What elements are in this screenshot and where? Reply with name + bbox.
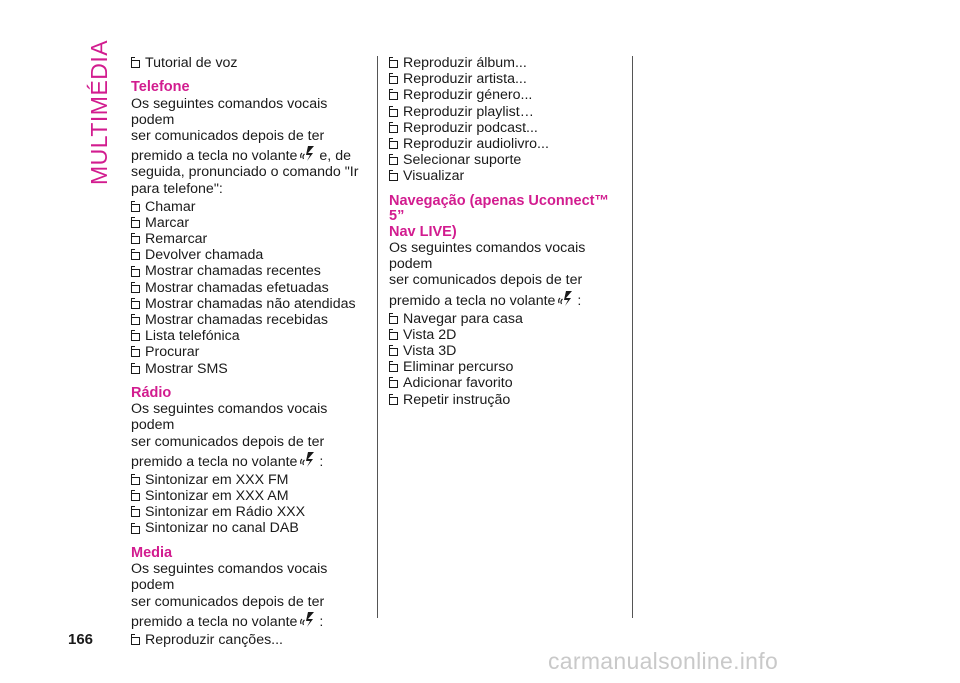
list-item bbox=[131, 312, 366, 328]
column-divider-left bbox=[377, 56, 378, 618]
bullet-icon bbox=[389, 316, 398, 324]
list-item bbox=[131, 488, 366, 504]
bullet-icon bbox=[131, 477, 140, 485]
paragraph-text: : bbox=[577, 292, 582, 309]
list-item-label: Reproduzir álbum... bbox=[403, 55, 527, 71]
column-left bbox=[131, 55, 366, 648]
list-item bbox=[131, 361, 366, 377]
paragraph-line bbox=[131, 144, 366, 164]
list-item bbox=[389, 55, 624, 71]
bullet-icon bbox=[389, 141, 398, 149]
list-item bbox=[389, 104, 624, 120]
list-item bbox=[389, 375, 624, 391]
voice-command-icon bbox=[299, 144, 317, 164]
list-item-label: Reproduzir audiolivro... bbox=[403, 135, 549, 152]
heading-telefone: Telefone bbox=[131, 79, 190, 96]
bullet-icon bbox=[131, 236, 140, 244]
bullet-icon bbox=[389, 397, 398, 405]
bullet-icon bbox=[389, 109, 398, 117]
column-divider-right bbox=[632, 56, 633, 618]
list-item-label: Procurar bbox=[145, 344, 200, 361]
bullet-icon bbox=[131, 349, 140, 357]
radio-list bbox=[131, 472, 366, 537]
bullet-icon bbox=[389, 364, 398, 372]
bullet-icon bbox=[131, 526, 140, 534]
list-item bbox=[131, 199, 366, 215]
bullet-icon bbox=[131, 204, 140, 212]
list-item-label: Mostrar SMS bbox=[145, 360, 228, 377]
list-item-label: Repetir instrução bbox=[403, 391, 511, 408]
list-item bbox=[389, 136, 624, 152]
voice-command-icon bbox=[557, 289, 575, 309]
paragraph-line: Os seguintes comandos vocais podem bbox=[131, 401, 328, 434]
media-list bbox=[131, 632, 366, 648]
bullet-icon bbox=[131, 366, 140, 374]
list-item-label: Reproduzir canções... bbox=[145, 631, 284, 648]
list-item-label: Tutorial de voz bbox=[145, 55, 238, 71]
list-item bbox=[389, 168, 624, 184]
list-item bbox=[389, 87, 624, 103]
bullet-icon bbox=[131, 252, 140, 260]
list-item-label: Devolver chamada bbox=[145, 247, 264, 264]
paragraph-line bbox=[131, 610, 366, 630]
paragraph-navegacao bbox=[389, 240, 624, 309]
bullet-icon bbox=[131, 509, 140, 517]
list-item-label: Reproduzir podcast... bbox=[403, 119, 538, 136]
list-item bbox=[389, 71, 624, 87]
paragraph-line: para telefone": bbox=[131, 180, 223, 197]
paragraph-text: premido a tecla no volante bbox=[389, 292, 556, 309]
bullet-icon bbox=[389, 380, 398, 388]
bullet-icon bbox=[131, 60, 140, 68]
list-item bbox=[389, 311, 624, 327]
list-item-label: Remarcar bbox=[145, 231, 208, 248]
list-item-label: Navegar para casa bbox=[403, 310, 523, 327]
bullet-icon bbox=[131, 317, 140, 325]
paragraph-text: premido a tecla no volante bbox=[131, 148, 298, 165]
section-side-title: MULTIMÉDIA bbox=[86, 39, 112, 185]
list-item bbox=[131, 55, 366, 71]
paragraph-line bbox=[131, 450, 366, 470]
voice-command-icon bbox=[299, 610, 317, 630]
list-item bbox=[389, 359, 624, 375]
bullet-icon bbox=[389, 76, 398, 84]
telefone-list bbox=[131, 199, 366, 377]
paragraph-line: ser comunicados depois de ter bbox=[131, 128, 325, 145]
list-item-label: Mostrar chamadas efetuadas bbox=[145, 279, 329, 296]
list-item-label: Eliminar percurso bbox=[403, 359, 514, 376]
paragraph-line: seguida, pronunciado o comando "Ir bbox=[131, 164, 359, 181]
paragraph-text: premido a tecla no volante bbox=[131, 453, 298, 470]
list-item bbox=[389, 152, 624, 168]
list-item-label: Reproduzir género... bbox=[403, 87, 533, 104]
bullet-icon bbox=[131, 493, 140, 501]
paragraph-line: ser comunicados depois de ter bbox=[131, 433, 325, 450]
heading-radio: Rádio bbox=[131, 384, 172, 401]
bullet-icon bbox=[389, 348, 398, 356]
list-item bbox=[131, 344, 366, 360]
list-item bbox=[131, 247, 366, 263]
list-item-label: Mostrar chamadas recentes bbox=[145, 263, 321, 280]
paragraph-text: premido a tecla no volante bbox=[131, 613, 298, 630]
list-item-label: Adicionar favorito bbox=[403, 375, 513, 392]
list-item bbox=[131, 328, 366, 344]
list-item-label: Sintonizar em Rádio XXX bbox=[145, 504, 306, 521]
bullet-icon bbox=[131, 220, 140, 228]
paragraph-line: ser comunicados depois de ter bbox=[131, 593, 325, 610]
list-item-label: Selecionar suporte bbox=[403, 152, 522, 169]
column-middle bbox=[389, 55, 624, 408]
page-number: 166 bbox=[68, 631, 94, 648]
paragraph-line: Os seguintes comandos vocais podem bbox=[389, 240, 586, 273]
list-item bbox=[131, 231, 366, 247]
heading-navegacao bbox=[389, 194, 624, 241]
paragraph-text: : bbox=[319, 453, 324, 470]
paragraph-text: e, de bbox=[319, 148, 351, 165]
watermark: carmanualsonline.info bbox=[548, 648, 779, 674]
bullet-icon bbox=[131, 637, 140, 645]
list-item bbox=[131, 472, 366, 488]
bullet-icon bbox=[131, 333, 140, 341]
paragraph-text: : bbox=[319, 613, 324, 630]
list-item bbox=[131, 520, 366, 536]
list-item-label: Mostrar chamadas não atendidas bbox=[145, 295, 356, 312]
list-item bbox=[389, 327, 624, 343]
list-item-label: Mostrar chamadas recebidas bbox=[145, 312, 328, 329]
bullet-icon bbox=[131, 301, 140, 309]
paragraph-line: ser comunicados depois de ter bbox=[389, 272, 583, 289]
list-item bbox=[389, 392, 624, 408]
list-item-label: Marcar bbox=[145, 214, 190, 231]
list-item-label: Sintonizar em XXX FM bbox=[145, 471, 289, 488]
media-list-continued bbox=[389, 55, 624, 185]
list-item bbox=[131, 504, 366, 520]
heading-line: Navegação (apenas Uconnect™ 5” bbox=[389, 192, 609, 224]
paragraph-radio bbox=[131, 401, 366, 470]
paragraph-line: Os seguintes comandos vocais podem bbox=[131, 561, 328, 594]
heading-line: Nav LIVE) bbox=[389, 223, 457, 240]
bullet-icon bbox=[389, 332, 398, 340]
list-item bbox=[131, 296, 366, 312]
bullet-icon bbox=[389, 92, 398, 100]
bullet-icon bbox=[389, 173, 398, 181]
list-item bbox=[389, 120, 624, 136]
paragraph-media bbox=[131, 561, 366, 630]
heading-media: Media bbox=[131, 544, 173, 561]
bullet-icon bbox=[389, 157, 398, 165]
bullet-icon bbox=[389, 60, 398, 68]
list-item bbox=[131, 280, 366, 296]
list-item bbox=[131, 263, 366, 279]
navegacao-list bbox=[389, 311, 624, 408]
list-item-label: Visualizar bbox=[403, 168, 465, 185]
paragraph-line: Os seguintes comandos vocais podem bbox=[131, 95, 328, 128]
list-item-label: Lista telefónica bbox=[145, 328, 240, 345]
bullet-icon bbox=[389, 125, 398, 133]
paragraph-telefone bbox=[131, 96, 366, 197]
paragraph-line bbox=[389, 289, 624, 309]
list-item bbox=[389, 343, 624, 359]
list-item bbox=[131, 215, 366, 231]
list-item-label: Sintonizar em XXX AM bbox=[145, 488, 289, 505]
list-item-label: Vista 2D bbox=[403, 326, 457, 343]
list-item-label: Chamar bbox=[145, 198, 196, 215]
list-item-label: Reproduzir playlist… bbox=[403, 103, 534, 120]
bullet-icon bbox=[131, 285, 140, 293]
list-item bbox=[131, 632, 366, 648]
bullet-icon bbox=[131, 269, 140, 277]
list-item-label: Reproduzir artista... bbox=[403, 71, 527, 88]
list-item-label: Sintonizar no canal DAB bbox=[145, 520, 299, 537]
list-item-label: Vista 3D bbox=[403, 342, 457, 359]
voice-command-icon bbox=[299, 450, 317, 470]
